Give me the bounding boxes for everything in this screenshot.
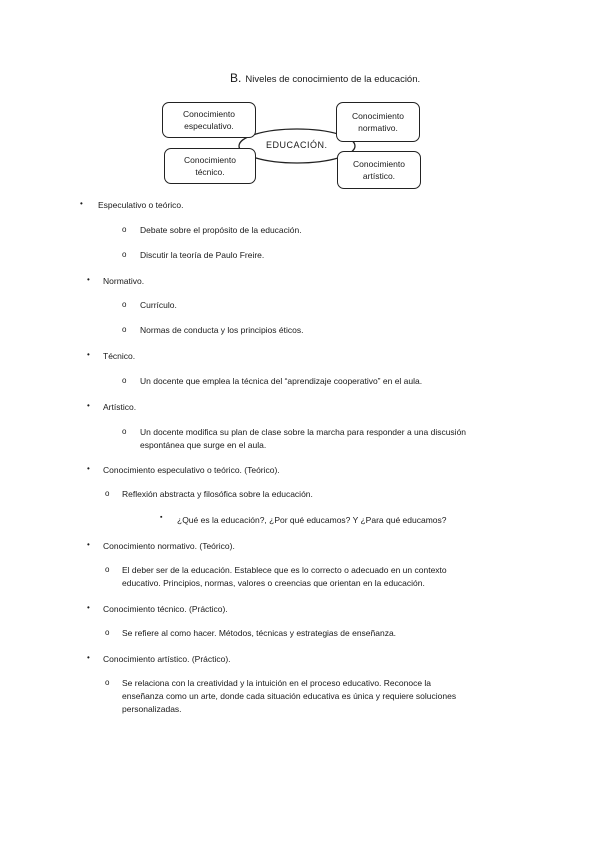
bullet-circle: o (122, 325, 127, 334)
list-item: Conocimiento normativo. (Teórico). (103, 541, 235, 551)
list-item: Currículo. (140, 300, 177, 310)
bullet-square: ▪ (160, 514, 163, 521)
bullet-disc: • (87, 401, 90, 410)
list-item: Especulativo o teórico. (98, 200, 184, 210)
bullet-circle: o (122, 427, 127, 436)
education-diagram (0, 0, 600, 200)
list-item: Debate sobre el propósito de la educación. (140, 225, 302, 235)
list-item-line: espontánea que surge en el aula. (140, 440, 267, 450)
bullet-disc: • (87, 540, 90, 549)
bullet-disc: • (87, 275, 90, 284)
bullet-circle: o (105, 489, 110, 498)
list-item: Normas de conducta y los principios éticos. (140, 325, 304, 335)
bullet-circle: o (105, 565, 110, 574)
box-normative-line1: Conocimiento (352, 111, 404, 121)
box-artistic (337, 151, 421, 189)
bullet-circle: o (122, 376, 127, 385)
box-normative-line2: normativo. (358, 123, 398, 133)
bullet-circle: o (105, 678, 110, 687)
box-speculative (162, 102, 256, 138)
list-item-line: personalizadas. (122, 704, 182, 714)
box-technical-line2: técnico. (195, 167, 225, 177)
list-item (122, 564, 447, 590)
list-item-line: Un docente modifica su plan de clase sobre la marcha para responder a una discusión (140, 427, 467, 437)
list-item: Se refiere al como hacer. Métodos, técnicas y estrategias de enseñanza. (122, 628, 397, 638)
list-item: Conocimiento técnico. (Práctico). (103, 604, 228, 614)
box-artistic-line2: artístico. (362, 171, 396, 181)
bullet-disc: • (87, 350, 90, 359)
bullet-circle: o (122, 300, 127, 309)
list-item-line: Se relaciona con la creatividad y la intuición en el proceso educativo. Reconoce la (122, 678, 432, 688)
box-technical (164, 148, 256, 184)
box-artistic-line1: Conocimiento (353, 159, 405, 169)
center-label: EDUCACIÓN. (266, 140, 328, 150)
list-item-line: enseñanza como un arte, donde cada situación educativa es única y requiere soluciones (122, 691, 457, 701)
list-item: Normativo. (103, 276, 145, 286)
bullet-disc: • (87, 653, 90, 662)
box-speculative-line2: especulativo. (184, 121, 234, 131)
list-item (140, 426, 466, 452)
list-item: ¿Qué es la educación?, ¿Por qué educamos? Y ¿Para qué educamos? (177, 515, 447, 525)
list-item: Artístico. (103, 402, 137, 412)
list-item: Conocimiento artístico. (Práctico). (103, 654, 231, 664)
box-normative (336, 102, 420, 142)
box-speculative-line1: Conocimiento (183, 109, 235, 119)
section-title: Niveles de conocimiento de la educación. (245, 74, 421, 85)
bullet-disc: • (80, 199, 83, 208)
list-item-line: El deber ser de la educación. Establece que es lo correcto o adecuado en un contexto (122, 565, 447, 575)
box-technical-line1: Conocimiento (184, 155, 236, 165)
list-item: Conocimiento especulativo o teórico. (Teórico). (103, 465, 280, 475)
list-item (122, 677, 456, 716)
bullet-disc: • (87, 603, 90, 612)
list-item: Reflexión abstracta y filosófica sobre la educación. (122, 489, 313, 499)
bullet-circle: o (122, 250, 127, 259)
bullet-disc: • (87, 464, 90, 473)
bullet-circle: o (105, 628, 110, 637)
list-item-line: educativo. Principios, normas, valores o creencias que orientan en la educación. (122, 578, 425, 588)
section-letter: B. (230, 71, 242, 85)
list-item: Un docente que emplea la técnica del “aprendizaje cooperativo” en el aula. (140, 376, 423, 386)
bullet-circle: o (122, 225, 127, 234)
list-item: Técnico. (103, 351, 136, 361)
list-item: Discutir la teoría de Paulo Freire. (140, 250, 265, 260)
